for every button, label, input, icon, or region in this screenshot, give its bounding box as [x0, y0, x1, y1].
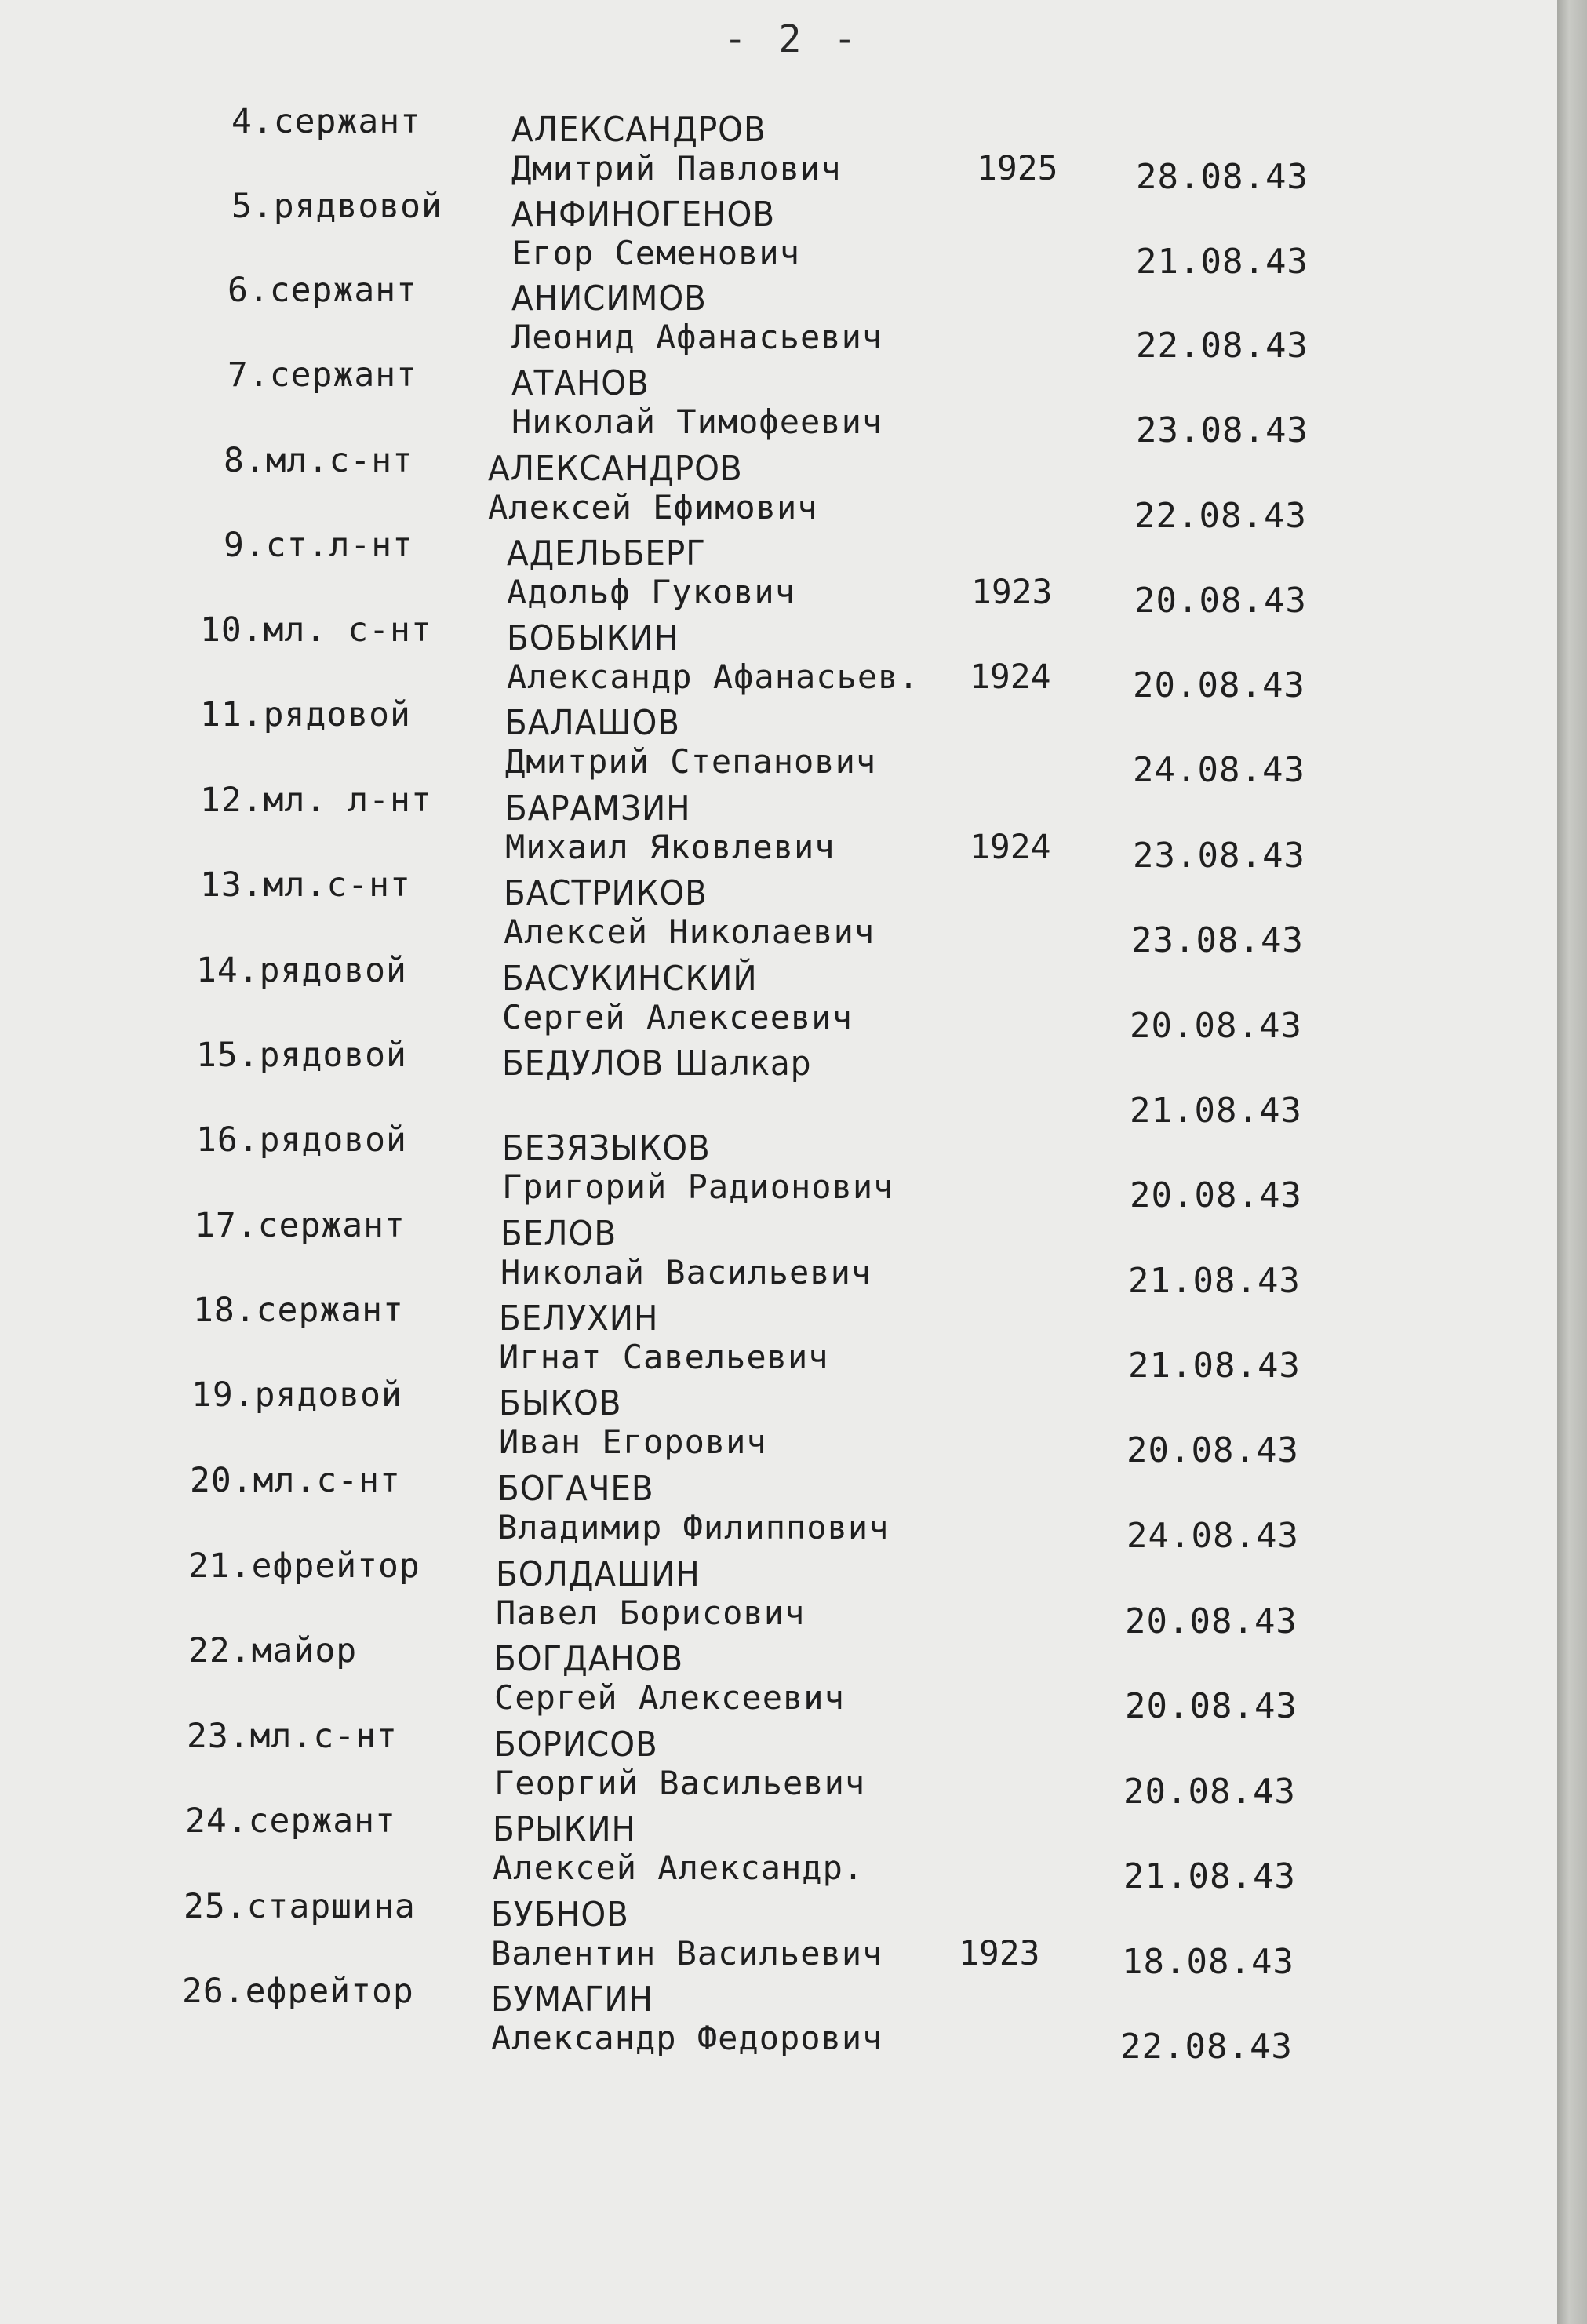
entry-surname: БАСУКИНСКИЙ — [502, 959, 758, 999]
entry-given-name: Сергей Алексеевич — [502, 998, 853, 1036]
entry-rank: 6.сержант — [227, 271, 417, 310]
entry-date: 23.08.43 — [1131, 920, 1304, 960]
entry-surname: БОГДАНОВ — [494, 1639, 684, 1679]
entry-given-name: Алексей Николаевич — [504, 912, 875, 951]
entry-surname: БОГАЧЕВ — [497, 1469, 654, 1509]
entry-given-name: Александр Федорович — [491, 2019, 883, 2057]
entry-surname: БЫКОВ — [499, 1383, 622, 1423]
entry-given-name: Игнат Савельевич — [499, 1338, 829, 1376]
entry-given-name: Георгий Васильевич — [494, 1764, 866, 1802]
entry-rank: 21.ефрейтор — [188, 1546, 420, 1586]
entry-rank: 10.мл. с-нт — [200, 610, 432, 650]
entry-date: 20.08.43 — [1133, 665, 1305, 705]
list-item — [0, 1036, 1557, 1131]
entry-date: 20.08.43 — [1125, 1601, 1298, 1641]
entry-surname: БРЫКИН — [493, 1809, 636, 1849]
entry-rank: 7.сержант — [227, 355, 417, 395]
entry-date: 20.08.43 — [1125, 1686, 1298, 1726]
entry-surname: АЛЕКСАНДРОВ — [488, 449, 743, 489]
entry-given-name: Егор Семенович — [511, 234, 801, 272]
entry-surname: БУМАГИН — [491, 1980, 653, 2020]
entry-date: 21.08.43 — [1128, 1261, 1301, 1301]
entry-surname: АТАНОВ — [511, 363, 650, 403]
entry-surname: АЛЕКСАНДРОВ — [511, 110, 766, 150]
entry-given-name: Николай Тимофеевич — [511, 403, 883, 441]
entry-surname: БЕЛУХИН — [499, 1299, 659, 1339]
entry-given-name: Адольф Гукович — [507, 573, 796, 611]
entry-rank: 20.мл.с-нт — [190, 1461, 401, 1500]
entry-surname: БАСТРИКОВ — [504, 873, 708, 913]
list-item — [0, 1375, 1557, 1470]
entry-surname: БОРИСОВ — [494, 1725, 658, 1765]
entry-date: 21.08.43 — [1128, 1346, 1301, 1386]
entry-date: 20.08.43 — [1127, 1430, 1299, 1470]
list-item — [0, 865, 1557, 960]
entry-date: 24.08.43 — [1127, 1516, 1299, 1556]
list-item — [0, 1887, 1557, 1982]
entry-date: 24.08.43 — [1133, 750, 1305, 790]
list-item — [0, 695, 1557, 790]
entry-rank: 22.майор — [188, 1631, 358, 1670]
entry-rank: 15.рядовой — [196, 1036, 407, 1075]
entry-date: 21.08.43 — [1130, 1091, 1302, 1131]
list-item — [0, 271, 1557, 366]
entry-rank: 18.сержант — [193, 1291, 404, 1330]
entry-rank: 8.мл.с-нт — [224, 441, 413, 480]
entry-surname: БОЛДАШИН — [496, 1554, 701, 1594]
entry-rank: 19.рядовой — [191, 1375, 402, 1415]
entry-rank: 16.рядовой — [196, 1120, 407, 1160]
entry-given-name: Валентин Васильевич — [491, 1934, 883, 1972]
entry-given-name: Михаил Яковлевич — [505, 828, 835, 866]
entry-surname: БАРАМЗИН — [505, 789, 691, 829]
entry-rank: 11.рядовой — [200, 695, 411, 734]
list-item — [0, 441, 1557, 536]
list-item — [0, 1120, 1557, 1215]
entry-given-name: Дмитрий Павлович — [511, 149, 842, 188]
entry-given-name: Леонид Афанасьевич — [511, 318, 883, 356]
entry-date: 20.08.43 — [1130, 1006, 1302, 1046]
list-item — [0, 1461, 1557, 1556]
entry-given-name: Дмитрий Степанович — [505, 742, 877, 781]
page-number: - 2 - — [723, 17, 861, 61]
entry-surname: БАЛАШОВ — [505, 703, 680, 743]
list-item — [0, 610, 1557, 705]
entry-birth-year: 1924 — [970, 828, 1051, 867]
entry-given-name: Павел Борисович — [496, 1594, 806, 1632]
entry-date: 20.08.43 — [1123, 1772, 1296, 1812]
entry-date: 21.08.43 — [1136, 242, 1309, 282]
entry-rank: 4.сержант — [231, 102, 421, 141]
entry-birth-year: 1923 — [959, 1934, 1040, 1973]
entry-surname: БУБНОВ — [491, 1895, 629, 1935]
entry-rank: 5.рядвовой — [231, 187, 442, 226]
entry-date: 22.08.43 — [1134, 496, 1307, 536]
entry-date: 20.08.43 — [1130, 1175, 1302, 1215]
list-item — [0, 781, 1557, 876]
list-item — [0, 1801, 1557, 1896]
entry-date: 21.08.43 — [1123, 1856, 1296, 1896]
entry-given-name: Иван Егорович — [499, 1422, 767, 1461]
entry-date: 28.08.43 — [1136, 157, 1309, 197]
entry-given-name: Сергей Алексеевич — [494, 1678, 845, 1717]
entry-date: 18.08.43 — [1122, 1942, 1294, 1982]
entry-surname: БЕДУЛОВ Шалкар — [502, 1044, 812, 1084]
entry-given-name: Алексей Александр. — [493, 1849, 864, 1887]
entry-rank: 23.мл.с-нт — [187, 1717, 398, 1756]
list-item — [0, 1206, 1557, 1301]
entry-surname: АНИСИМОВ — [511, 279, 707, 319]
entry-rank: 12.мл. л-нт — [200, 781, 432, 820]
entry-date: 22.08.43 — [1120, 2027, 1293, 2067]
entry-surname: БЕЛОВ — [500, 1214, 617, 1254]
entry-date: 20.08.43 — [1134, 581, 1307, 621]
list-item — [0, 1717, 1557, 1812]
background-edge — [1557, 0, 1587, 2324]
entry-given-name: Николай Васильевич — [500, 1253, 872, 1291]
entry-rank: 14.рядовой — [196, 951, 407, 990]
list-item — [0, 102, 1557, 197]
list-item — [0, 1631, 1557, 1726]
list-item — [0, 1972, 1557, 2067]
list-item — [0, 526, 1557, 621]
list-item — [0, 1546, 1557, 1641]
entry-birth-year: 1924 — [970, 657, 1051, 697]
list-item — [0, 1291, 1557, 1386]
entry-date: 23.08.43 — [1133, 836, 1305, 876]
list-item — [0, 951, 1557, 1046]
list-item — [0, 187, 1557, 282]
entry-given-name: Алексей Ефимович — [488, 488, 818, 526]
entry-rank: 17.сержант — [195, 1206, 406, 1245]
entry-rank: 25.старшина — [184, 1887, 416, 1926]
entry-rank: 13.мл.с-нт — [200, 865, 411, 905]
entry-surname: БЕЗЯЗЫКОВ — [502, 1128, 711, 1168]
entry-rank: 26.ефрейтор — [182, 1972, 414, 2011]
list-item — [0, 355, 1557, 450]
entry-rank: 9.ст.л-нт — [224, 526, 413, 565]
entry-rank: 24.сержант — [185, 1801, 396, 1841]
entry-birth-year: 1923 — [971, 573, 1053, 612]
entry-surname: БОБЫКИН — [507, 618, 679, 658]
entry-given-name: Александр Афанасьев. — [507, 657, 919, 696]
entry-surname: АДЕЛЬБЕРГ — [507, 534, 706, 574]
entry-given-name: Григорий Радионович — [502, 1167, 894, 1206]
entry-given-name: Владимир Филиппович — [497, 1508, 890, 1546]
entry-birth-year: 1925 — [977, 149, 1058, 188]
entry-date: 22.08.43 — [1136, 326, 1309, 366]
entry-date: 23.08.43 — [1136, 410, 1309, 450]
entry-surname: АНФИНОГЕНОВ — [511, 195, 776, 235]
